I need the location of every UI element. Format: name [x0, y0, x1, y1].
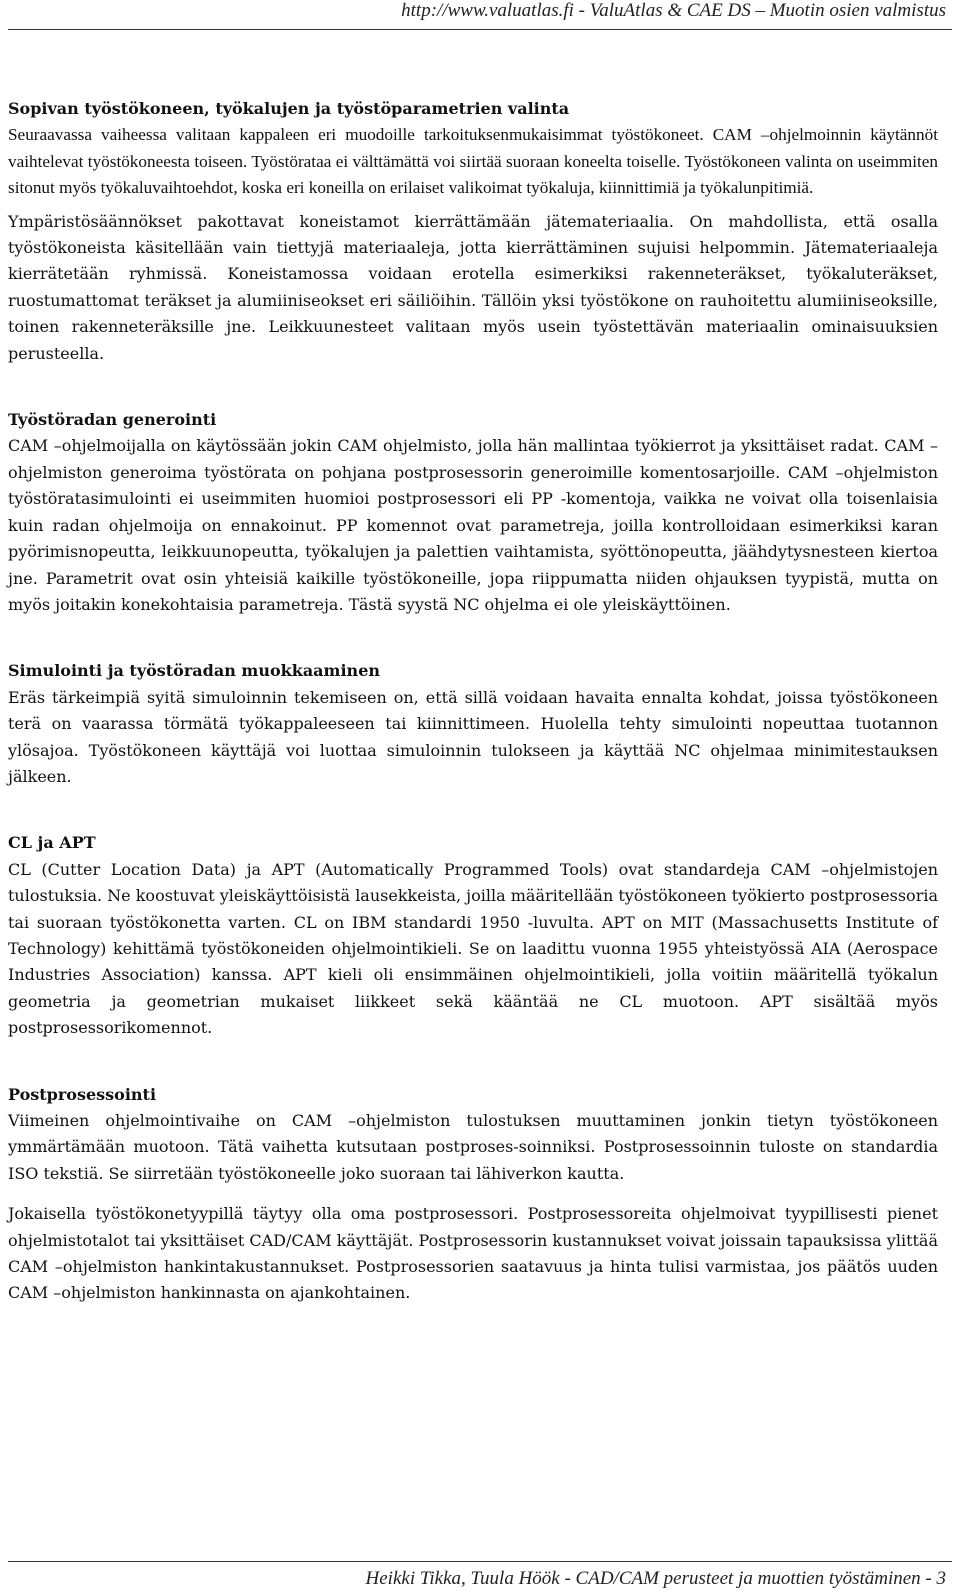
paragraph: Viimeinen ohjelmointivaihe on CAM –ohjelmiston tulostuksen muuttaminen jonkin tietyn työstökoneen ymmärtämään muotoon. Tätä vaihetta kutsutaan postproses-soinniksi. Postprosessoinnin tuloste on standardia ISO tekstiä. Se siirretään työstökoneelle joko suoraan tai lähiverkon kautta.	[8, 1111, 938, 1183]
section-heading: Työstöradan generointi	[8, 410, 217, 430]
section-heading: Simulointi ja työstöradan muokkaaminen	[8, 661, 380, 681]
paragraph: CAM –ohjelmoijalla on käytössään jokin CAM ohjelmisto, jolla hän mallintaa työkierrot ja yksittäiset radat. CAM –ohjelmiston generoima työstörata on pohjana postprosessorin generoimille komentosarjoille. CAM –ohjelmiston työstöratasimulointi ei useimmiten huomioi postprosessori eli PP -komentoja, vaikka ne voivat olla toisenlaisia kuin radan ohjelmoija on ennakoinut. PP komennot ovat parametreja, joilla kontrolloidaan esimerkiksi karan pyörimisnopeutta, leikkuunopeutta, työkalujen ja palettien vaihtamista, syöttönopeutta, jäähdytysnesteen kiertoa jne. Parametrit ovat osin yhteisiä kaikille työstökoneille, jopa riippumatta niiden ohjauksen tyypistä, mutta on myös joitakin konekohtaisia parametreja. Tästä syystä NC ohjelma ei ole yleiskäyttöinen.	[8, 436, 938, 614]
paragraph: CL (Cutter Location Data) ja APT (Automatically Programmed Tools) ovat standardeja CAM –ohjelmistojen tulostuksia. Ne koostuvat yleiskäyttöisistä lausekkeista, joilla määritellään työstökoneen työkierto postprosessoria tai suoraan työstökonetta varten. CL on IBM standardi 1950 -luvulta. APT on MIT (Massachusetts Institute of Technology) kehittämä työstökoneiden ohjelmointikieli. Se on laadittu vuonna 1955 yhteistyössä AIA (Aerospace Industries Association) kanssa. APT kieli oli ensimmäinen ohjelmointikieli, jolla voitiin määritellä työkalun geometria ja geometrian mukaiset liikkeet sekä kääntää ne CL muotoon. APT sisältää myös postprosessorikomennot.	[8, 859, 938, 1038]
section-heading: Postprosessointi	[8, 1084, 157, 1104]
section-toolpath-generation	[8, 407, 938, 618]
paragraph: Eräs tärkeimpiä syitä simuloinnin tekemiseen on, että sillä voidaan havaita ennalta kohdat, joissa työstökoneen terä on vaarassa törmätä työkappaleeseen tai kiinnittimeen. Huolella tehty simulointi nopeuttaa tuotannon ylösajoa. Työstökoneen käyttäjä voi luottaa simuloinnin tulokseen ja käyttää NC ohjelmaa minimitestauksen jälkeen.	[8, 687, 938, 786]
section-heading: CL ja APT	[8, 833, 96, 853]
running-header: http://www.valuatlas.fi - ValuAtlas & CAE DS – Muotin osien valmistus	[401, 0, 946, 21]
header-rule	[8, 29, 952, 30]
section-heading: Sopivan työstökoneen, työkalujen ja työstöparametrien valinta	[8, 99, 570, 118]
section-postprocessing	[8, 1082, 938, 1307]
paragraph: Seuraavassa vaiheessa valitaan kappaleen eri muodoille tarkoituksenmukaisimmat työstökoneet. CAM –ohjelmoinnin käytännöt vaihtelevat työstökoneesta toiseen. Työstörataa ei välttämättä voi siirtää suoraan koneelta toiselle. Työstökoneen valinta on useimmiten sitonut myös työkaluvaihtoehdot, koska eri koneilla on erilaiset valikoimat työkaluja, kiinnittimiä ja työkalunpitimiä.	[8, 125, 938, 198]
running-footer: Heikki Tikka, Tuula Höök - CAD/CAM perusteet ja muottien työstäminen - 3	[365, 1568, 946, 1589]
section-machine-selection	[8, 96, 938, 367]
section-cl-apt	[8, 830, 938, 1041]
section-simulation	[8, 658, 938, 790]
document-body	[8, 96, 938, 1307]
footer-rule	[8, 1561, 952, 1562]
paragraph: Ympäristösäännökset pakottavat koneistamot kierrättämään jätemateriaalia. On mahdollista, että osalla työstökoneista käsitellään vain tiettyjä materiaaleja, jotta kierrättäminen sujuisi helpommin. Jätemateriaaleja kierrätetään ryhmissä. Koneistamossa voidaan erotella esimerkiksi rakenneteräkset, työkaluteräkset, ruostumattomat teräkset ja alumiiniseokset eri säiliöihin. Tällöin yksi työstökone on rauhoitettu alumiiniseoksille, toinen rakenneteräksille jne. Leikkuunesteet valitaan myös usein työstettävän materiaalin ominaisuuksien perusteella.	[8, 211, 938, 363]
paragraph: Jokaisella työstökonetyypillä täytyy olla oma postprosessori. Postprosessoreita ohjelmoivat tyypillisesti pienet ohjelmistotalot tai yksittäiset CAD/CAM käyttäjät. Postprosessorin kustannukset voivat joissain tapauksissa ylittää CAM –ohjelmiston hankintakustannukset. Postprosessorien saatavuus ja hinta tulisi varmistaa, jos päätös uuden CAM –ohjelmiston hankinnasta on ajankohtainen.	[8, 1204, 938, 1303]
